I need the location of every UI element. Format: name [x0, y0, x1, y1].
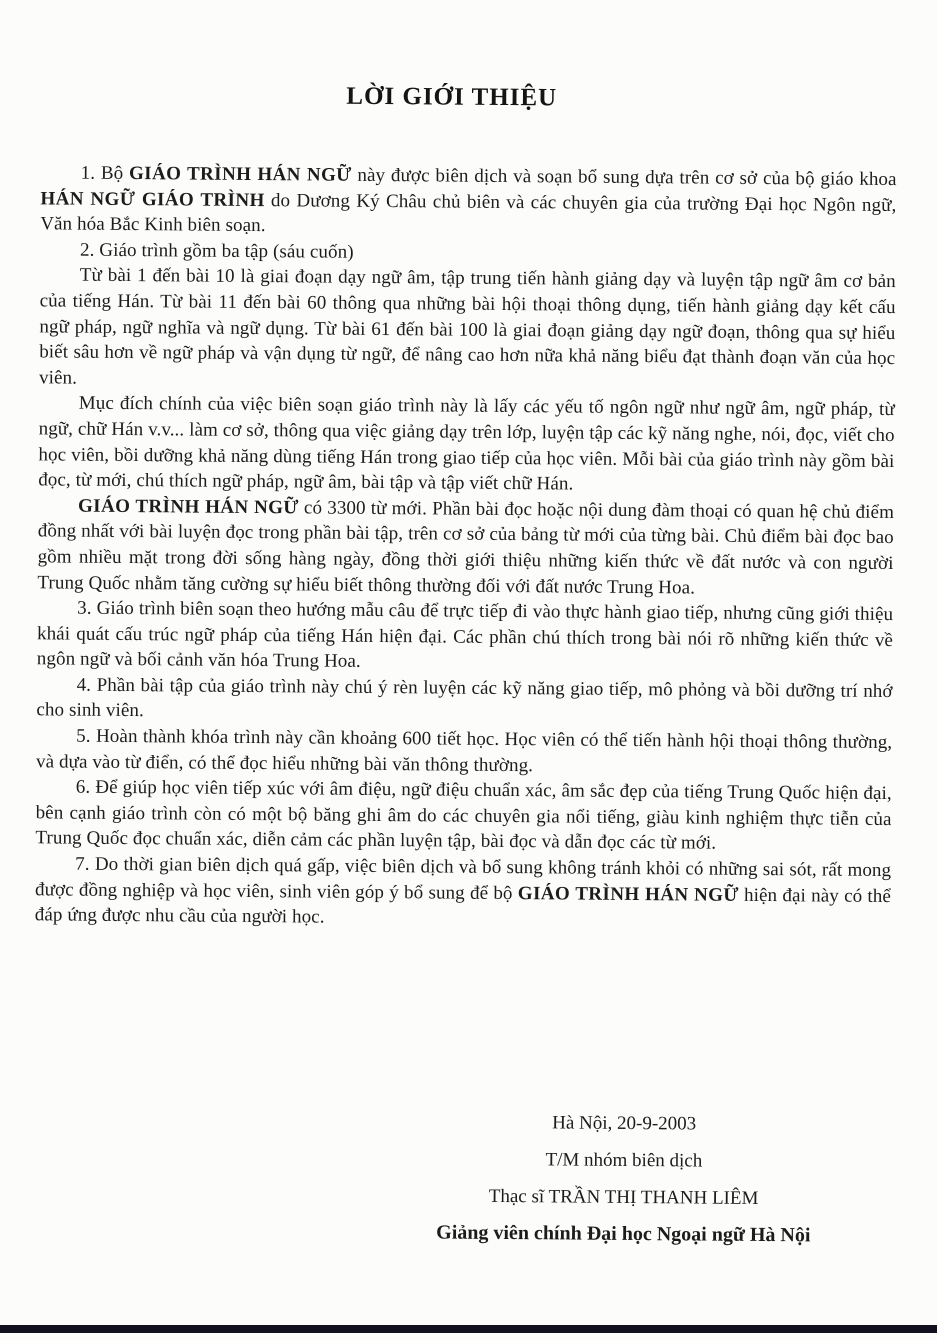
paragraph — [37, 493, 894, 602]
bold-text-segment: HÁN NGỮ GIÁO TRÌNH — [40, 187, 265, 211]
paragraph — [38, 391, 895, 500]
signature-on-behalf: T/M nhóm biên dịch — [545, 1149, 703, 1172]
bold-text-segment: GIÁO TRÌNH HÁN NGỮ — [517, 882, 739, 906]
signature-place-date: Hà Nội, 20-9-2003 — [552, 1112, 697, 1135]
text-segment: do Dương Ký Châu chủ biên và các chuyên gia của trường Đại học Ngôn ngữ, Văn hóa Bắc Kinh biên soạn. — [40, 189, 897, 237]
paragraph — [35, 851, 892, 935]
text-segment: 7. Do thời gian biên dịch quá gấp, việc biên dịch và bổ sung không tránh khỏi có những sai sót, rất mong được đồng nghiệp và học viên, sinh viên góp ý bổ sung để bộ — [34, 853, 892, 904]
text-segment: 3. Giáo trình biên soạn theo hướng mẫu câu để trực tiếp đi vào thực hành giao tiếp, nhưng cũng giới thiệu khái quát cấu trúc ngữ pháp của tiếng Hán hiện đại. Các phần chú thích trong bài nói rõ những kiến thức về ngôn ngữ và bối cảnh văn hóa Trung Hoa. — [36, 597, 894, 673]
paragraph — [40, 160, 897, 244]
document-body — [35, 160, 897, 935]
text-segment: 4. Phần bài tập của giáo trình này chú ý rèn luyện các kỹ năng giao tiếp, mô phỏng và bồi dưỡng trí nhớ cho sinh viên. — [36, 674, 893, 722]
text-segment: 2. Giáo trình gồm ba tập (sáu cuốn) — [79, 239, 354, 263]
signature-name: Thạc sĩ TRẦN THỊ THANH LIÊM — [488, 1185, 759, 1209]
text-segment: 1. Bộ — [80, 162, 130, 185]
signature-block — [342, 1103, 905, 1255]
paragraph — [35, 775, 892, 859]
text-segment: Mục đích chính của việc biên soạn giáo trình này là lấy các yếu tố ngôn ngữ như ngữ âm, ngữ pháp, từ ngữ, chữ Hán v.v... làm cơ sở, thông qua việc giảng dạy trên lớp, luyện tập các kỹ năng nghe, nói, đọc, viết cho học viên, bồi dưỡng khả năng dùng tiếng Hán trong giao tiếp của học viên. Mỗi bài của giáo trình này gồm bài đọc, từ mới, chú thích ngữ pháp, ngữ âm, bài tập và tập viết chữ Hán. — [38, 392, 895, 495]
scan-edge-artifact — [0, 1325, 937, 1333]
text-segment: 5. Hoàn thành khóa trình này cần khoảng 600 tiết học. Học viên có thể tiến hành hội thoại thông thường, và dựa vào từ điển, có thể đọc hiểu những bài văn thông thường. — [35, 725, 893, 776]
text-segment: hiện đại này có thể đáp ứng được nhu cầu của người học. — [34, 884, 892, 928]
paragraph — [36, 672, 892, 730]
bold-text-segment: GIÁO TRÌNH HÁN NGỮ — [77, 495, 299, 519]
text-segment: có 3300 từ mới. Phần bài đọc hoặc nội dung đàm thoại có quan hệ chủ điểm đồng nhất với bài luyện đọc trong phần bài tập, trên cơ sở của bảng từ mới của từng bài. Chủ điểm bài đọc bao gồm nhiều mặt trong đời sống hàng ngày, đồng thời giới thiệu những kiến thức về đất nước và con người Trung Quốc nhằm tăng cường sự hiểu biết thông thường đối với đất nước Trung Hoa. — [37, 497, 895, 598]
signature-role: Giảng viên chính Đại học Ngoại ngữ Hà Nội — [436, 1221, 811, 1247]
paragraph — [39, 263, 896, 398]
bold-text-segment: GIÁO TRÌNH HÁN NGỮ — [128, 163, 352, 186]
paragraph — [37, 595, 894, 679]
text-segment: 6. Để giúp học viên tiếp xúc với âm điệu, ngữ điệu chuẩn xác, âm sắc đẹp của tiếng Trung Quốc hiện đại, bên cạnh giáo trình còn có một bộ băng ghi âm do các chuyên gia nổi tiếng, giàu kinh nghiệm thực tiễn của Trung Quốc đọc chuẩn xác, diễn cảm các phần luyện tập, bài đọc và dẫn đọc các từ mới. — [35, 776, 892, 855]
text-segment: này được biên dịch và soạn bổ sung dựa trên cơ sở của bộ giáo khoa — [351, 164, 897, 191]
page-title: LỜI GIỚI THIỆU — [346, 82, 558, 112]
text-segment: Từ bài 1 đến bài 10 là giai đoạn dạy ngữ âm, tập trung tiến hành giảng dạy và luyện tập ngữ âm cơ bản của tiếng Hán. Từ bài 11 đến bài 60 thông qua những bài hội thoại thông dụng, tiến hành giảng dạy kết cấu ngữ pháp, ngữ nghĩa và ngữ dụng. Từ bài 61 đến bài 100 là giai đoạn giảng dạy ngữ đoạn, thông qua sự hiểu biết sâu hơn về ngữ pháp và vận dụng từ ngữ, để nâng cao hơn nữa khả năng biểu đạt thành đoạn văn của học viên. — [38, 265, 896, 389]
paragraph — [36, 723, 892, 781]
